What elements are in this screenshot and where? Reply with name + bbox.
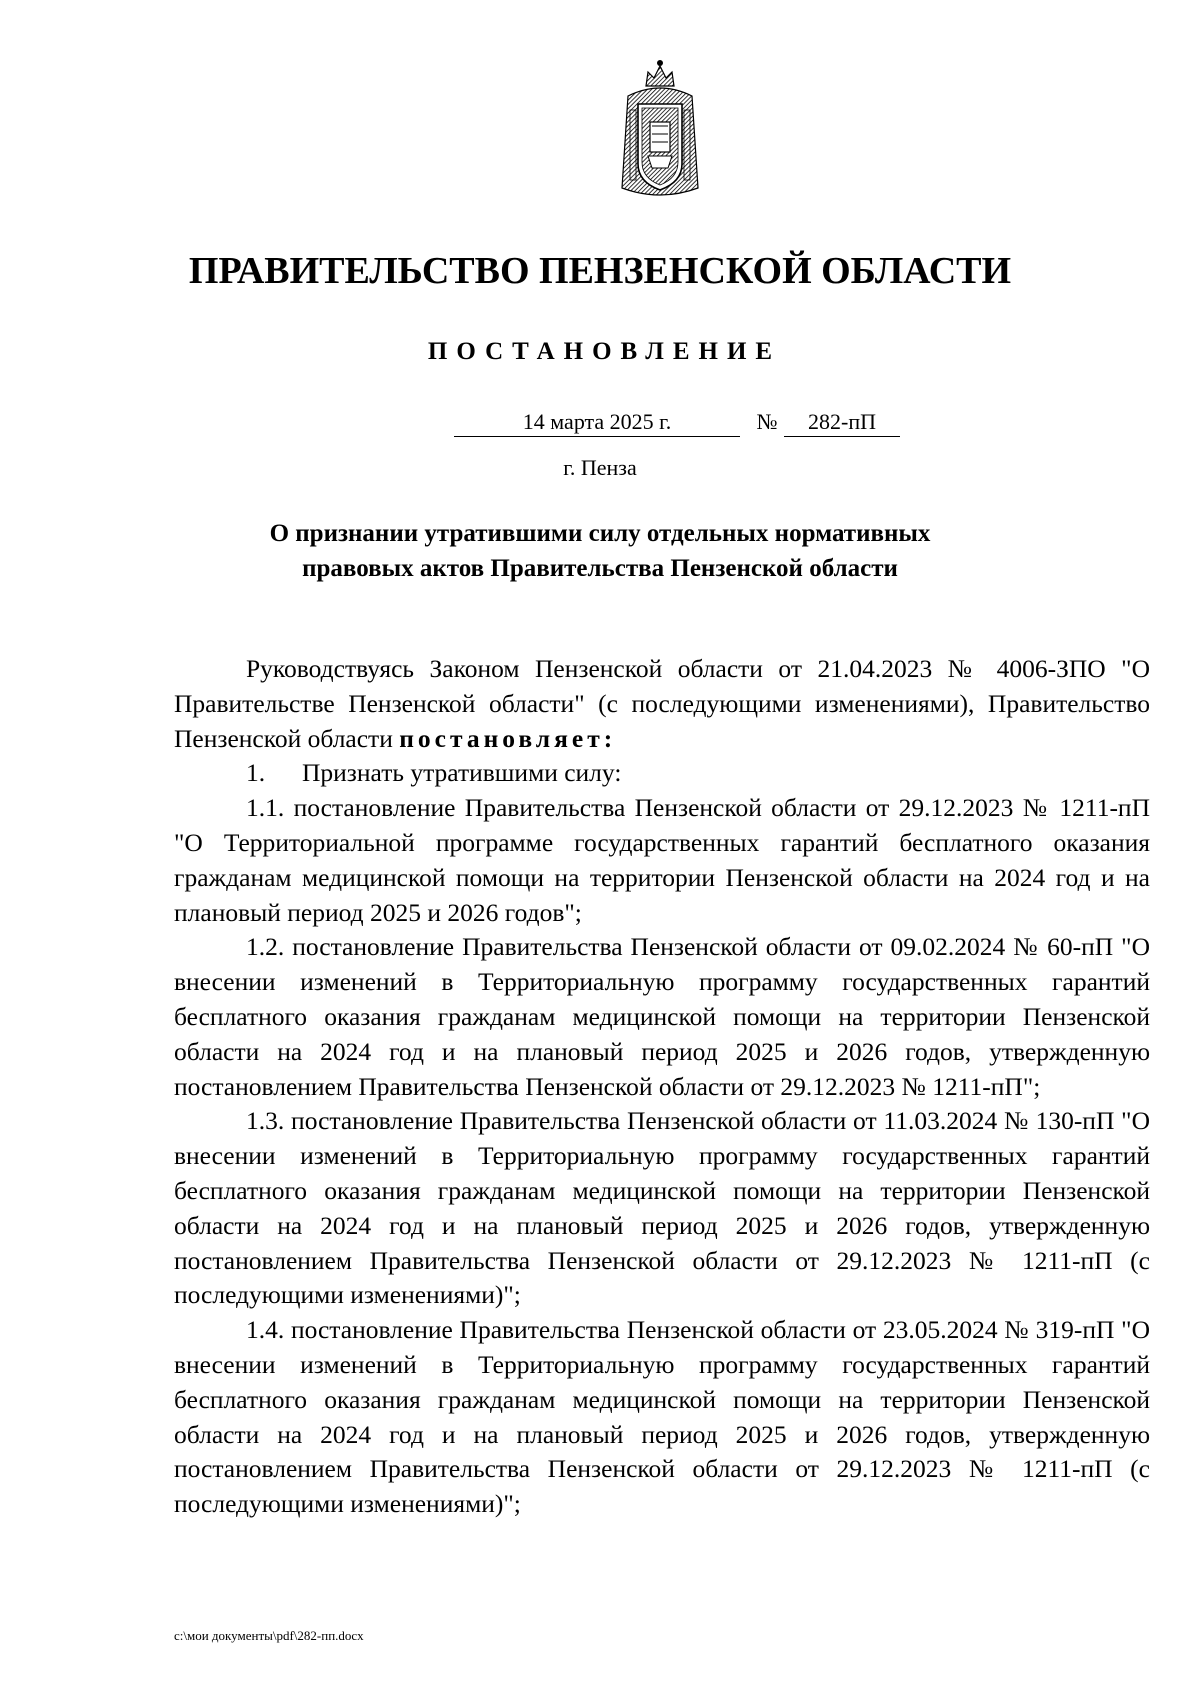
coat-of-arms-emblem-icon — [608, 56, 712, 206]
preamble-paragraph — [174, 652, 1150, 756]
decree-word: постановляет: — [399, 723, 617, 753]
item-1-1-paragraph: 1.1. постановление Правительства Пензенской области от 29.12.2023 № 1211-пП "О Территориальной программе государственных гарантий бесплатного оказания гражданам медицинской помощи на территории Пензенской области на 2024 год и на плановый период 2025 и 2026 годов"; — [174, 793, 1150, 927]
item-1-2-paragraph: 1.2. постановление Правительства Пензенской области от 09.02.2024 № 60-пП "О внесении изменений в Территориальную программу государственных гарантий бесплатного оказания гражданам медицинской помощи на территории Пензенской области на 2024 год и на плановый период 2025 и 2026 годов, утвержденную постановлением Правительства Пензенской области от 29.12.2023 № 1211-пП"; — [174, 932, 1150, 1101]
item-1-3-paragraph: 1.3. постановление Правительства Пензенской области от 11.03.2024 № 130-пП "О внесении изменений в Территориальную программу государственных гарантий бесплатного оказания гражданам медицинской помощи на территории Пензенской области на 2024 год и на плановый период 2025 и 2026 годов, утвержденную постановлением Правительства Пензенской области от 29.12.2023 № 1211-пП (с последующими изменениями)"; — [174, 1106, 1150, 1310]
document-city: г. Пенза — [563, 455, 637, 480]
item-1-number: 1. — [246, 758, 266, 788]
subject-line-2: правовых актов Правительства Пензенской области — [302, 555, 898, 582]
document-type-heading: ПОСТАНОВЛЕНИЕ — [427, 338, 782, 365]
document-date: 14 марта 2025 г. — [454, 408, 740, 437]
item-1-text: Признать утратившими силу: — [302, 758, 622, 788]
subject-line-1: О признании утратившими силу отдельных нормативных — [269, 520, 931, 547]
file-path-footer: c:\мои документы\pdf\282-пп.docx — [174, 1628, 364, 1643]
preamble-text: Руководствуясь Законом Пензенской области от 21.04.2023 № 4006-ЗПО "О Правительстве Пензенской области" (с последующими изменениями), Правительство Пензенской области — [174, 654, 1150, 753]
document-subject — [250, 516, 950, 586]
document-number: 282-пП — [784, 408, 900, 437]
item-1-paragraph — [174, 756, 1150, 791]
document-body — [174, 652, 1150, 1522]
number-sign: № — [756, 409, 778, 434]
item-1-4-paragraph: 1.4. постановление Правительства Пензенской области от 23.05.2024 № 319-пП "О внесении изменений в Территориальную программу государственных гарантий бесплатного оказания гражданам медицинской помощи на территории Пензенской области на 2024 год и на плановый период 2025 и 2026 годов, утвержденную постановлением Правительства Пензенской области от 29.12.2023 № 1211-пП (с последующими изменениями)"; — [174, 1315, 1150, 1519]
organization-title: ПРАВИТЕЛЬСТВО ПЕНЗЕНСКОЙ ОБЛАСТИ — [188, 250, 1012, 292]
